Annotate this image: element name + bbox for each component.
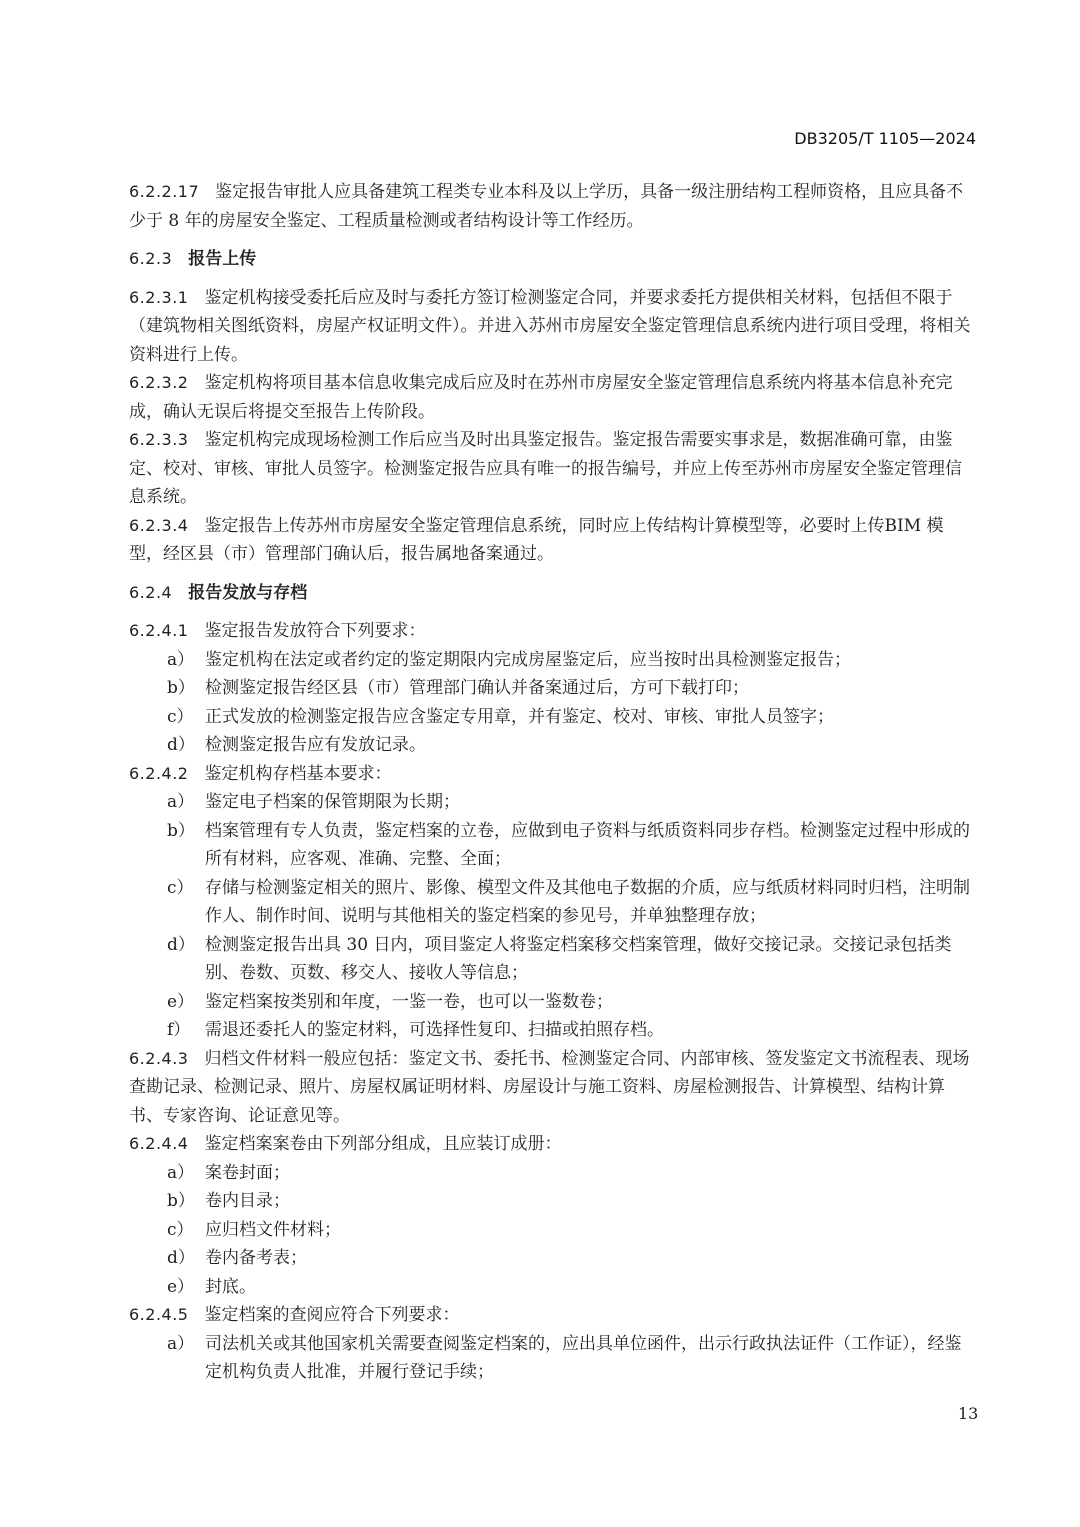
list-item — [129, 703, 976, 732]
section-heading-6-2-3 — [129, 245, 976, 274]
section-number: 6.2.3 — [129, 249, 173, 268]
list-item — [129, 1159, 976, 1188]
list-marker: a） — [167, 792, 195, 812]
section-title: 报告上传 — [188, 249, 257, 269]
clause-text: 鉴定报告发放符合下列要求： — [204, 621, 426, 641]
list-item — [129, 1187, 976, 1216]
section-title: 报告发放与存档 — [188, 582, 308, 603]
list-marker: e） — [167, 991, 195, 1012]
list-marker: a） — [167, 1333, 195, 1354]
list-marker: c） — [167, 706, 194, 727]
clause-number: 6.2.4.3 — [129, 1048, 189, 1068]
document-body — [129, 178, 976, 1387]
list-item — [129, 1273, 976, 1302]
clause-6-2-3-4 — [129, 512, 976, 569]
clause-text: 鉴定机构完成现场检测工作后应当及时出具鉴定报告。鉴定报告需要实事求是，数据准确可靠，由鉴定、校对、审核、审批人员签字。检测鉴定报告应具有唯一的报告编号，并应上传至苏州市房屋安全鉴定管理信息系统。 — [129, 430, 962, 507]
list-item-text: 正式发放的检测鉴定报告应含鉴定专用章，并有鉴定、校对、审核、审批人员签字； — [205, 706, 834, 727]
document-code: DB3205/T 1105—2024 — [794, 129, 976, 148]
list-item-text: 案卷封面； — [205, 1162, 290, 1183]
list-item — [129, 731, 976, 760]
list-item-text: 司法机关或其他国家机关需要查阅鉴定档案的，应出具单位函件，出示行政执法证件（工作证），经鉴定机构负责人批准，并履行登记手续； — [205, 1333, 962, 1382]
clause-number: 6.2.3.4 — [129, 515, 189, 535]
clause-text: 归档文件材料一般应包括：鉴定文书、委托书、检测鉴定合同、内部审核、签发鉴定文书流程表、现场查勘记录、检测记录、照片、房屋权属证明材料、房屋设计与施工资料、房屋检测报告、计算模型、结构计算书、专家咨询、论证意见等。 — [129, 1048, 970, 1126]
list-marker: b） — [167, 678, 195, 698]
list-item-text: 鉴定电子档案的保管期限为长期； — [205, 792, 460, 812]
list-marker: b） — [167, 820, 195, 841]
clause-number: 6.2.3.3 — [129, 430, 189, 449]
list-item-text: 检测鉴定报告应有发放记录。 — [205, 735, 426, 755]
list-item-text: 检测鉴定报告出具 30 日内，项目鉴定人将鉴定档案移交档案管理，做好交接记录。交接记录包括类别、卷数、页数、移交人、接收人等信息； — [205, 934, 952, 983]
list-item-text: 检测鉴定报告经区县（市）管理部门确认并备案通过后，方可下载打印； — [205, 678, 749, 698]
list-marker: b） — [167, 1191, 195, 1211]
clause-number: 6.2.4.2 — [129, 763, 189, 783]
section-number: 6.2.4 — [129, 582, 173, 602]
list-item-text: 存储与检测鉴定相关的照片、影像、模型文件及其他电子数据的介质，应与纸质材料同时归档，注明制作人、制作时间、说明与其他相关的鉴定档案的参见号，并单独整理存放； — [205, 877, 970, 926]
list-item-text: 鉴定档案按类别和年度，一鉴一卷，也可以一鉴数卷； — [205, 991, 613, 1012]
list-item — [129, 817, 976, 874]
list-item — [129, 1330, 976, 1387]
clause-number: 6.2.4.5 — [129, 1305, 189, 1324]
clause-text: 鉴定机构存档基本要求： — [204, 763, 392, 784]
list-item-text: 需退还委托人的鉴定材料，可选择性复印、扫描或拍照存档。 — [205, 1020, 664, 1040]
list-item-text: 鉴定机构在法定或者约定的鉴定期限内完成房屋鉴定后，应当按时出具检测鉴定报告； — [205, 649, 851, 670]
list-item-text: 档案管理有专人负责，鉴定档案的立卷，应做到电子资料与纸质资料同步存档。检测鉴定过程中形成的所有材料，应客观、准确、完整、全面； — [205, 820, 970, 869]
list-item — [129, 1016, 976, 1045]
list-marker: a） — [167, 649, 195, 670]
clause-6-2-4-5 — [129, 1301, 976, 1330]
list-item — [129, 646, 976, 675]
clause-6-2-4-2 — [129, 760, 976, 789]
clause-text: 鉴定报告审批人应具备建筑工程类专业本科及以上学历，具备一级注册结构工程师资格，且应具备不少于 8 年的房屋安全鉴定、工程质量检测或者结构设计等工作经历。 — [129, 182, 964, 231]
list-item — [129, 1244, 976, 1273]
clause-number: 6.2.3.1 — [129, 287, 189, 307]
list-item — [129, 788, 976, 817]
clause-6-2-2-17 — [129, 178, 976, 235]
clause-text: 鉴定机构接受委托后应及时与委托方签订检测鉴定合同，并要求委托方提供相关材料，包括但不限于（建筑物相关图纸资料，房屋产权证明文件）。并进入苏州市房屋安全鉴定管理信息系统内进行项目受理，将相关资料进行上传。 — [129, 287, 971, 365]
list-item-text: 应归档文件材料； — [205, 1219, 341, 1240]
clause-number: 6.2.4.1 — [129, 621, 189, 640]
clause-number: 6.2.4.4 — [129, 1134, 189, 1153]
clause-text: 鉴定报告上传苏州市房屋安全鉴定管理信息系统，同时应上传结构计算模型等，必要时上传BIM 模型，经区县（市）管理部门确认后，报告属地备案通过。 — [129, 515, 944, 564]
list-item — [129, 988, 976, 1017]
list-marker: d） — [167, 934, 195, 955]
clause-text: 鉴定档案的查阅应符合下列要求： — [204, 1305, 460, 1325]
list-item — [129, 674, 976, 703]
clause-6-2-3-1 — [129, 284, 976, 370]
list-item-text: 卷内备考表； — [205, 1248, 307, 1268]
list-marker: c） — [167, 877, 194, 898]
list-item — [129, 931, 976, 988]
list-marker: d） — [167, 1248, 195, 1268]
list-marker: a） — [167, 1162, 195, 1183]
list-marker: f） — [167, 1020, 191, 1040]
list-marker: c） — [167, 1219, 194, 1240]
list-item-text: 卷内目录； — [205, 1191, 290, 1211]
clause-6-2-3-3 — [129, 426, 976, 512]
clause-text: 鉴定档案案卷由下列部分组成，且应装订成册： — [204, 1134, 562, 1154]
list-marker: e） — [167, 1276, 195, 1297]
list-marker: d） — [167, 735, 195, 755]
list-item — [129, 874, 976, 931]
clause-6-2-4-3 — [129, 1045, 976, 1131]
page-number: 13 — [958, 1404, 979, 1423]
clause-text: 鉴定机构将项目基本信息收集完成后应及时在苏州市房屋安全鉴定管理信息系统内将基本信息补充完成，确认无误后将提交至报告上传阶段。 — [129, 373, 953, 422]
clause-number: 6.2.2.17 — [129, 182, 200, 201]
clause-number: 6.2.3.2 — [129, 373, 189, 392]
section-heading-6-2-4 — [129, 579, 976, 608]
clause-6-2-4-1 — [129, 617, 976, 646]
clause-6-2-3-2 — [129, 369, 976, 426]
clause-6-2-4-4 — [129, 1130, 976, 1159]
list-item-text: 封底。 — [205, 1276, 256, 1297]
list-item — [129, 1216, 976, 1245]
